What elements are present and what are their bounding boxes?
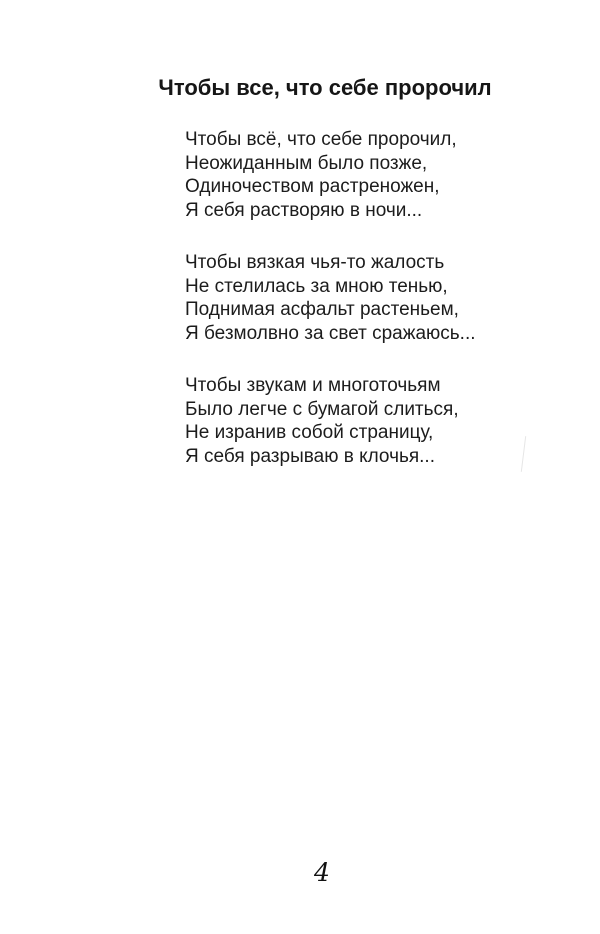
poem-line: Одиночеством растреножен, — [185, 176, 440, 197]
poem-body — [185, 128, 476, 497]
poem-line: Я безмолвно за свет сражаюсь... — [185, 322, 476, 344]
poem-line: Неожиданным было позже, — [185, 152, 428, 174]
scan-artifact-mark — [521, 436, 526, 472]
poem-line: Я себя разрываю в клочья... — [185, 445, 435, 467]
poem-line: Не стелилась за мною тенью, — [185, 275, 448, 297]
poem-line: Чтобы звукам и многоточьям — [185, 375, 441, 396]
poem-line: Чтобы вязкая чья-то жалость — [185, 252, 445, 273]
stanza-1 — [185, 128, 476, 222]
stanza-2 — [185, 251, 476, 345]
poem-line: Было легче с бумагой слиться, — [185, 398, 459, 420]
poem-line: Я себя растворяю в ночи... — [185, 199, 423, 221]
stanza-3 — [185, 374, 476, 468]
poem-title: Чтобы все, что себе пророчил — [158, 75, 492, 100]
poem-line: Чтобы всё, что себе пророчил, — [185, 129, 457, 150]
poem-line: Поднимая асфальт растеньем, — [185, 299, 459, 320]
page-number: 4 — [314, 858, 330, 887]
poem-line: Не изранив собой страницу, — [185, 422, 434, 443]
